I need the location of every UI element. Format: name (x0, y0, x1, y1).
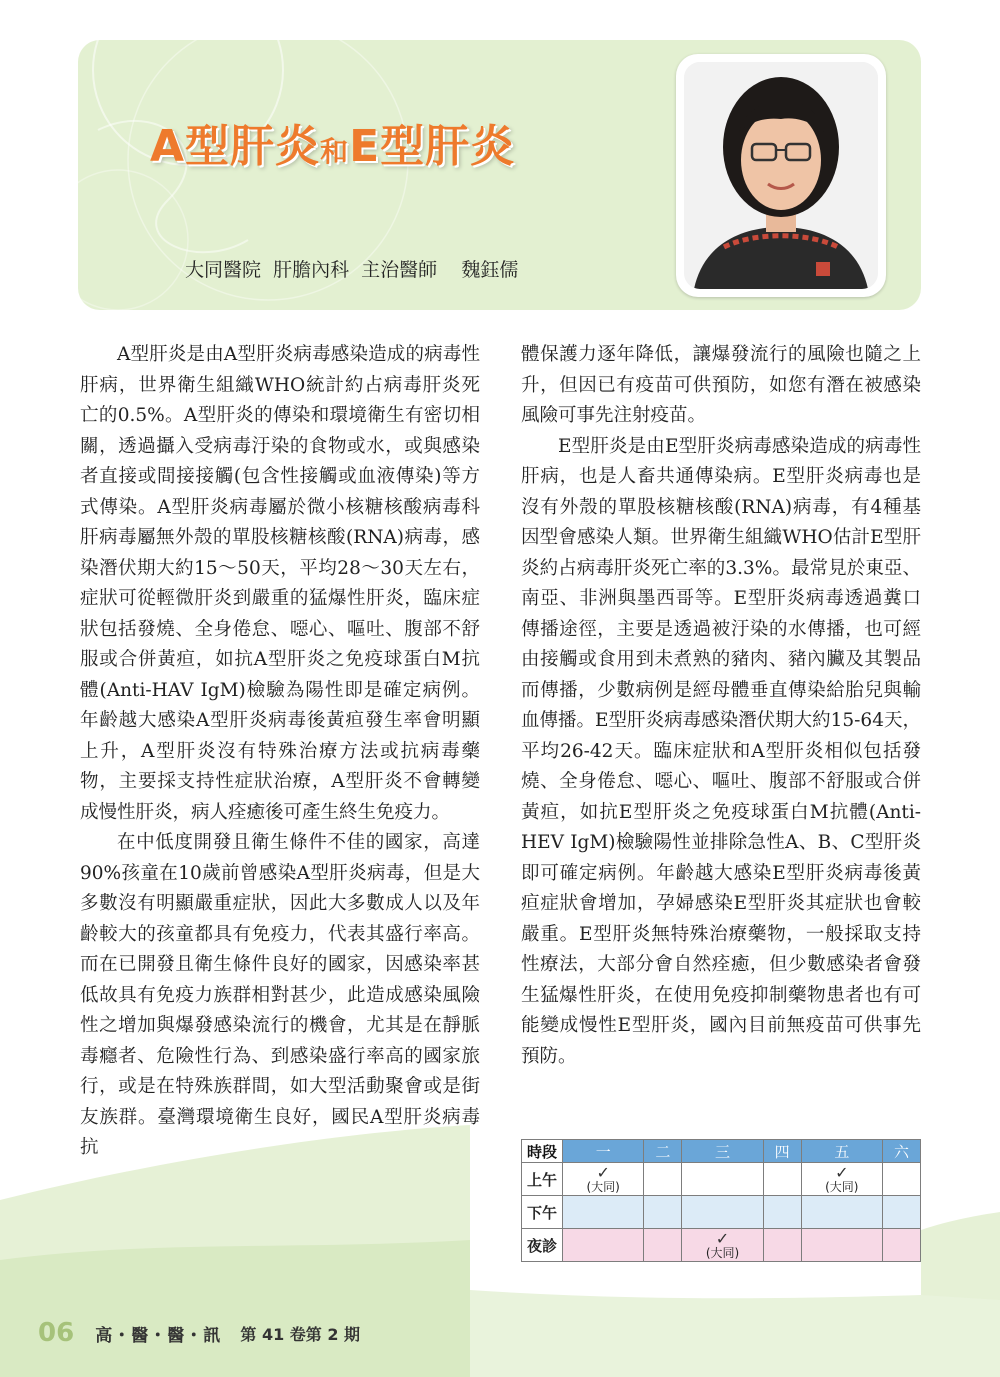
paragraph-prevalence: 在中低度開發且衛生條件不佳的國家，高達90%孩童在10歲前曾感染A型肝炎病毒，但是大多數沒有明顯嚴重症狀，因此大多數成人以及年齡較大的孩童都具有免疫力，代表其盛行率高。而在已開發且衛生條件良好的國家，因感染率甚低故具有免疫力族群相對甚少，此造成感染風險性之增加與爆發感染流行的機會，尤其是在靜脈毒癮者、危險性行為、到感染盛行率高的國家旅行，或是在特殊族群間，如大型活動聚會或是街友族群。臺灣環境衛生良好，國民A型肝炎病毒抗 (80, 832, 480, 1158)
title-part-e: E型肝炎 (349, 121, 516, 172)
schedule-header-row (522, 1140, 921, 1163)
row-label: 上午 (522, 1163, 563, 1196)
schedule-cell (644, 1229, 682, 1262)
schedule-cell (801, 1229, 882, 1262)
schedule-cell (682, 1229, 763, 1262)
page-number: 06 (38, 1318, 75, 1348)
day-header: 二 (644, 1140, 682, 1163)
paragraph-continuation: 體保護力逐年降低，讓爆發流行的風險也隨之上升，但因已有疫苗可供預防，如您有潛在被感染風險可事先注射疫苗。 (521, 344, 921, 426)
schedule-cell (883, 1229, 921, 1262)
schedule-cell (563, 1196, 644, 1229)
schedule-cell (801, 1196, 882, 1229)
day-header: 三 (682, 1140, 763, 1163)
journal-name: 高・醫・醫・訊 (95, 1325, 222, 1346)
day-header: 六 (883, 1140, 921, 1163)
article-title (150, 110, 515, 174)
schedule-cell (682, 1196, 763, 1229)
schedule-row-morning (522, 1163, 921, 1196)
schedule-cell (763, 1229, 801, 1262)
day-header: 一 (563, 1140, 644, 1163)
schedule-cell (883, 1163, 921, 1196)
clinic-location: (大同) (586, 1180, 620, 1194)
schedule-row-afternoon (522, 1196, 921, 1229)
schedule-cell (563, 1163, 644, 1196)
day-header: 四 (763, 1140, 801, 1163)
schedule-cell (644, 1163, 682, 1196)
check-icon: ✓ (596, 1163, 610, 1182)
paragraph-hepatitis-a: A型肝炎是由A型肝炎病毒感染造成的病毒性肝病，世界衛生組織WHO統計約占病毒肝炎死亡的0.5%。A型肝炎的傳染和環境衛生有密切相關，透過攝入受病毒汙染的食物或水，或與感染者直接或間接接觸(包含性接觸或血液傳染)等方式傳染。A型肝炎病毒屬於微小核糖核酸病毒科肝病毒屬無外殼的單股核糖核酸(RNA)病毒，感染潛伏期大約15～50天，平均28～30天左右，症狀可從輕微肝炎到嚴重的猛爆性肝炎，臨床症狀包括發燒、全身倦怠、噁心、嘔吐、腹部不舒服或合併黃疸，如抗A型肝炎之免疫球蛋白M抗體(Anti-HAV IgM)檢驗為陽性即是確定病例。年齡越大感染A型肝炎病毒後黃疸發生率會明顯上升，A型肝炎沒有特殊治療方法或抗病毒藥物，主要採支持性症狀治療，A型肝炎不會轉變成慢性肝炎，病人痊癒後可產生終生免疫力。 (80, 344, 480, 823)
schedule-cell (763, 1163, 801, 1196)
day-header: 五 (801, 1140, 882, 1163)
row-label: 夜診 (522, 1229, 563, 1262)
article-column-right (521, 340, 921, 1072)
schedule-cell (644, 1196, 682, 1229)
author-photo-frame (676, 54, 886, 297)
schedule-cell (763, 1196, 801, 1229)
clinic-location: (大同) (705, 1246, 740, 1260)
schedule-cell (801, 1163, 882, 1196)
article-column-left (80, 340, 480, 1164)
title-connector: 和 (320, 135, 350, 168)
check-icon: ✓ (715, 1229, 730, 1248)
volume-issue: 第 41 卷第 2 期 (240, 1324, 361, 1344)
paragraph-hepatitis-e: E型肝炎是由E型肝炎病毒感染造成的病毒性肝病，也是人畜共通傳染病。E型肝炎病毒也是沒有外殼的單股核糖核酸(RNA)病毒，有4種基因型會感染人類。世界衛生組織WHO估計E型肝炎約占病毒肝炎死亡率的3.3%。最常見於東亞、南亞、非洲與墨西哥等。E型肝炎病毒透過糞口傳播途徑，主要是透過被汙染的水傳播，也可經由接觸或食用到未煮熟的豬肉、豬內臟及其製品而傳播，少數病例是經母體垂直傳染給胎兒與輸血傳播。E型肝炎病毒感染潛伏期大約15-64天，平均26-42天。臨床症狀和A型肝炎相似包括發燒、全身倦怠、噁心、嘔吐、腹部不舒服或合併黃疸，如抗E型肝炎之免疫球蛋白M抗體(Anti-HEV IgM)檢驗陽性並排除急性A、B、C型肝炎即可確定病例。年齡越大感染E型肝炎病毒後黃疸症狀會增加，孕婦感染E型肝炎其症狀也會較嚴重。E型肝炎無特殊治療藥物，一般採取支持性療法，大部分會自然痊癒，但少數感染者會發生猛爆性肝炎，在使用免疫抑制藥物患者也有可能變成慢性E型肝炎，國內目前無疫苗可供事先預防。 (521, 435, 921, 1067)
schedule-row-evening (522, 1229, 921, 1262)
clinic-location: (大同) (825, 1180, 859, 1194)
schedule-cell (682, 1163, 763, 1196)
page-footer (38, 1318, 360, 1348)
schedule-cell (563, 1229, 644, 1262)
schedule-cell (883, 1196, 921, 1229)
schedule-corner-cell: 時段 (522, 1140, 563, 1163)
author-photo (684, 62, 878, 289)
author-byline: 大同醫院 肝膽內科 主治醫師 魏鈺儒 (185, 259, 519, 281)
title-part-a: A型肝炎 (150, 121, 321, 172)
clinic-schedule-table (521, 1139, 921, 1262)
row-label: 下午 (522, 1196, 563, 1229)
check-icon: ✓ (835, 1163, 849, 1182)
